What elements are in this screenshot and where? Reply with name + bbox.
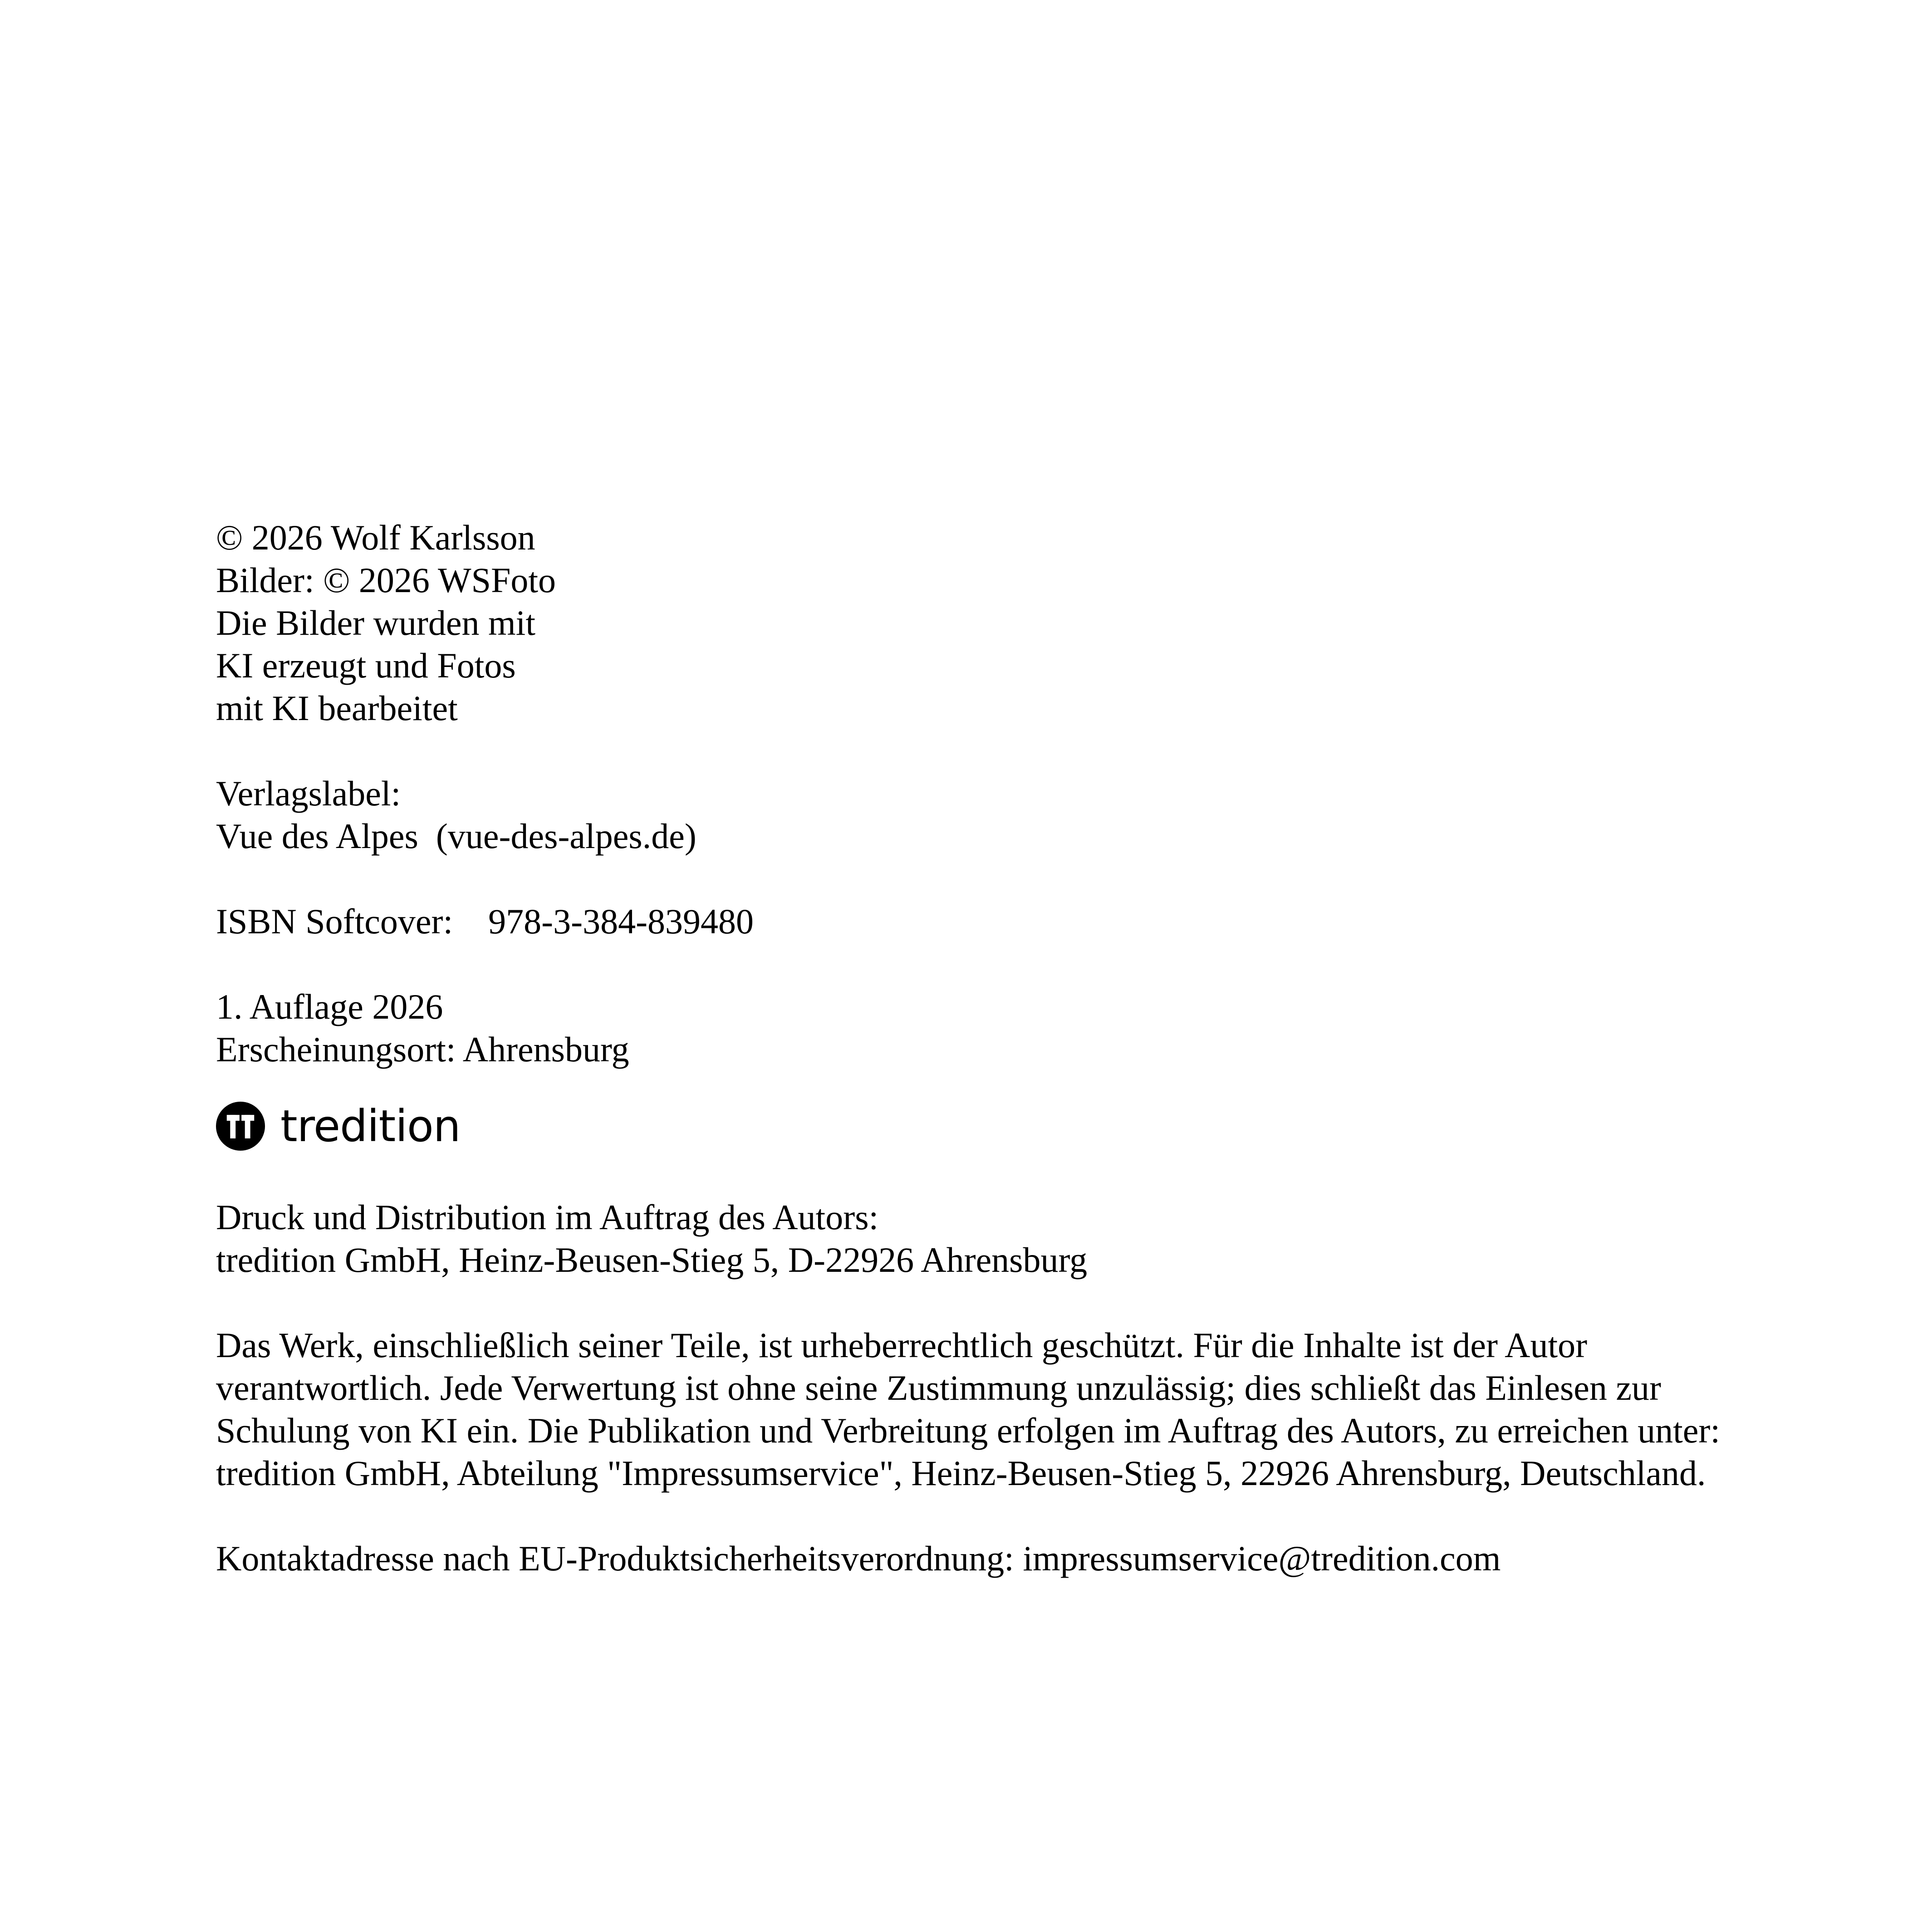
ai-note-line-3: mit KI bearbeitet xyxy=(216,688,458,728)
tredition-logo-icon xyxy=(216,1102,265,1151)
ai-note-line-2: KI erzeugt und Fotos xyxy=(216,646,516,685)
copyright-images: Bilder: © 2026 WSFoto xyxy=(216,560,556,600)
spacer xyxy=(216,943,1768,986)
spacer xyxy=(216,1495,1768,1537)
publisher-label-heading: Verlagslabel: xyxy=(216,774,401,813)
imprint-page xyxy=(216,516,1768,1580)
publisher-label-value: Vue des Alpes (vue-des-alpes.de) xyxy=(216,816,696,856)
spacer xyxy=(216,1152,1768,1196)
spacer xyxy=(216,858,1768,900)
contact-address-line: Kontaktadresse nach EU-Produktsicherheitsverordnung: impressumservice@tredition.com xyxy=(216,1539,1501,1578)
ai-note-line-1: Die Bilder wurden mit xyxy=(216,603,536,642)
isbn-line: ISBN Softcover: 978-3-384-839480 xyxy=(216,902,754,941)
spacer xyxy=(216,1071,1768,1098)
spacer xyxy=(216,1281,1768,1324)
copyright-notice-paragraph: Das Werk, einschließlich seiner Teile, ist urheberrechtlich geschützt. Für die Inhalte ist der Autor verantwortlich. Jede Verwertung ist ohne seine Zustimmung unzulässig; dies schließt das Einlesen zur Schulung von KI ein. Die Publikation und Verbreitung erfolgen im Auftrag des Autors, zu erreichen unter: tredition GmbH, Abteilung "Impressumservice", Heinz-Beusen-Stieg 5, 22926 Ahrensburg, Deutschland. xyxy=(216,1325,1720,1493)
print-distribution-heading: Druck und Distribution im Auftrag des Autors: xyxy=(216,1197,879,1237)
spacer xyxy=(216,730,1768,772)
tredition-logo-text: tredition xyxy=(280,1101,461,1152)
copyright-author: © 2026 Wolf Karlsson xyxy=(216,518,535,557)
print-distribution-address: tredition GmbH, Heinz-Beusen-Stieg 5, D-22926 Ahrensburg xyxy=(216,1240,1088,1280)
place-of-publication: Erscheinungsort: Ahrensburg xyxy=(216,1030,629,1069)
tredition-logo xyxy=(216,1100,1768,1152)
edition-line: 1. Auflage 2026 xyxy=(216,987,443,1026)
